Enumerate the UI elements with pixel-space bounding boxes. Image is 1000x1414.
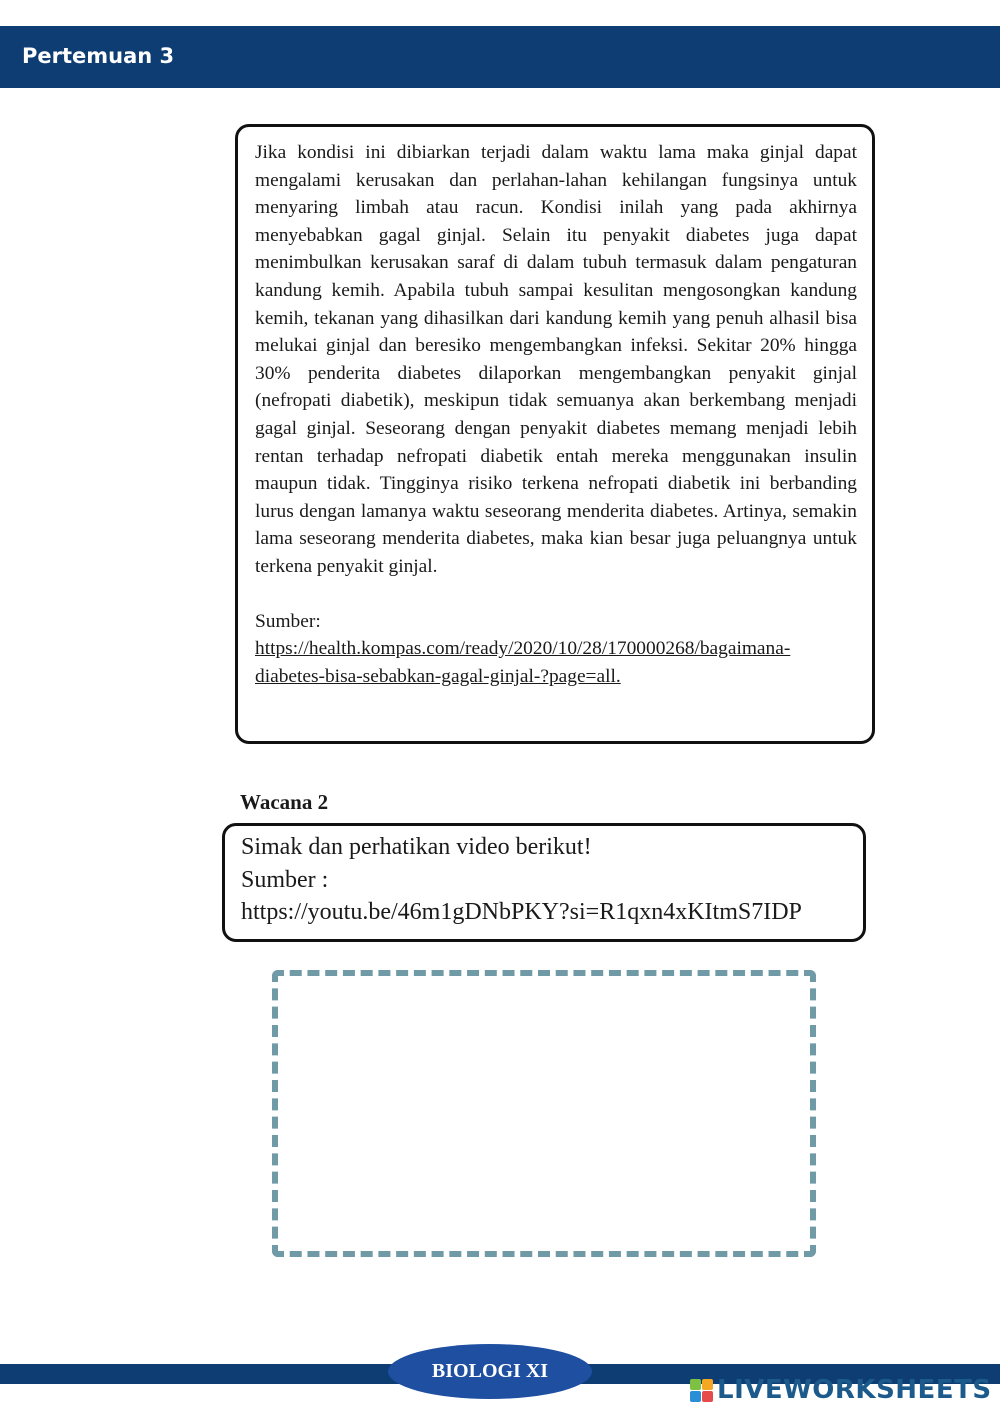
subject-label: BIOLOGI XI (431, 1360, 549, 1382)
video-instruction-text: Simak dan perhatikan video berikut! (241, 834, 592, 860)
video-instruction-box (222, 823, 866, 942)
page-title: Pertemuan 3 (22, 44, 175, 68)
logo-cell-red (702, 1391, 713, 1402)
reading-source-label: Sumber: (255, 610, 321, 632)
reading-source-link[interactable] (255, 635, 845, 690)
wacana-2-heading: Wacana 2 (240, 790, 329, 814)
reading-source-link-line2: diabetes-bisa-sebabkan-gagal-ginjal-?page=all. (255, 665, 621, 687)
logo-cell-orange (702, 1379, 713, 1390)
liveworksheets-wordmark: LIVEWORKSHEETS (717, 1375, 992, 1405)
subject-badge (388, 1344, 592, 1399)
video-source-url[interactable]: https://youtu.be/46m1gDNbPKY?si=R1qxn4xKItmS7IDP (241, 899, 802, 925)
reading-paragraph: Jika kondisi ini dibiarkan terjadi dalam waktu lama maka ginjal dapat mengalami kerusakan dan perlahan-lahan kehilangan fungsinya untuk menyaring limbah atau racun. Kondisi inilah yang pada akhirnya menyebabkan gagal ginjal. Selain itu penyakit diabetes juga dapat menimbulkan kerusakan saraf di dalam tubuh termasuk dalam pengaturan kandung kemih. Apabila tubuh sampai kesulitan mengosongkan kandung kemih, tekanan yang dihasilkan dari kandung kemih yang penuh alhasil bisa melukai ginjal dan beresiko mengembangkan infeksi. Sekitar 20% hingga 30% penderita diabetes dilaporkan mengembangkan penyakit ginjal (nefropati diabetik), meskipun tidak semuanya akan berkembang menjadi gagal ginjal. Seseorang dengan penyakit diabetes memang menjadi lebih rentan terhadap nefropati diabetik entah mereka menggunakan insulin maupun tidak. Tingginya risiko terkena nefropati diabetik ini berbanding lurus dengan lamanya waktu seseorang menderita diabetes. Artinya, semakin lama seseorang menderita diabetes, maka kian besar juga peluangnya untuk terkena penyakit ginjal. (255, 142, 857, 577)
logo-cell-green (690, 1379, 701, 1390)
video-source-label: Sumber : (241, 866, 329, 893)
video-embed-area[interactable] (272, 970, 816, 1257)
reading-passage-box (235, 124, 875, 744)
liveworksheets-logo-icon (690, 1379, 713, 1402)
reading-source-link-line1: https://health.kompas.com/ready/2020/10/28/170000268/bagaimana- (255, 638, 791, 660)
logo-cell-blue (690, 1391, 701, 1402)
liveworksheets-brand (690, 1376, 992, 1404)
